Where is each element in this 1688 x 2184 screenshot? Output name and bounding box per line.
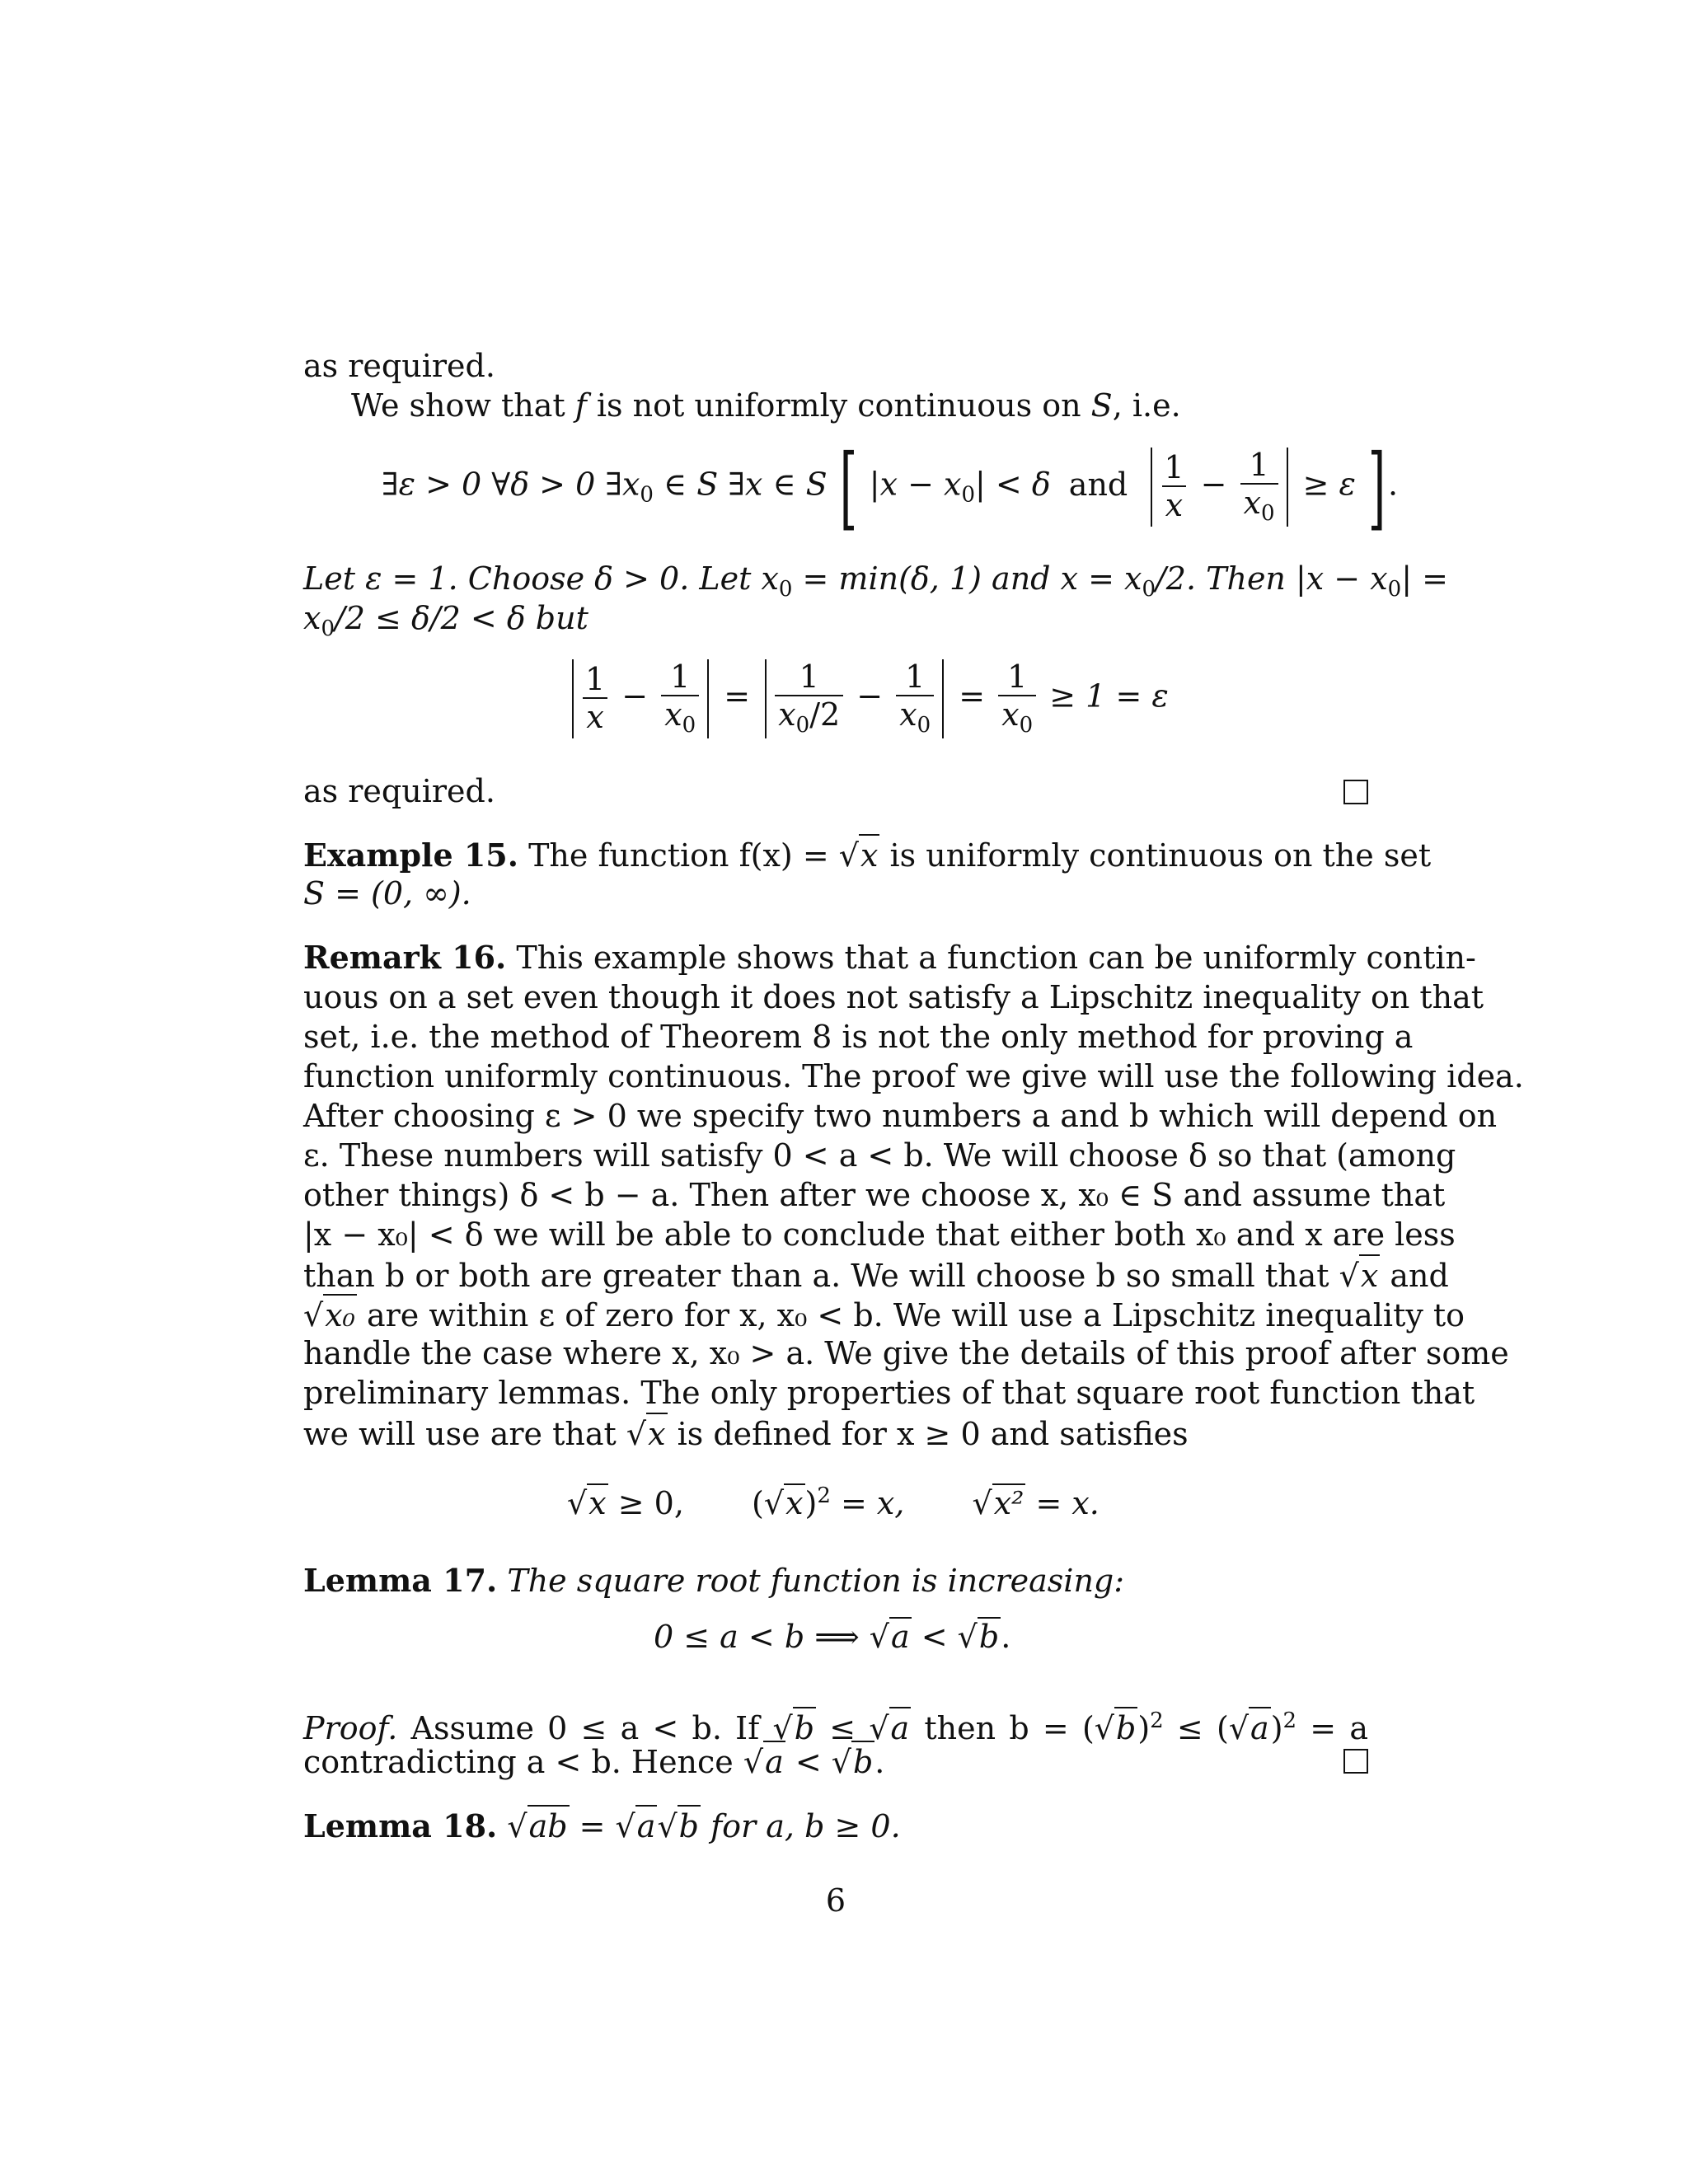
text-line: |x − x₀| < δ we will be able to conclude that either both x₀ and x are less	[303, 1216, 1456, 1253]
text-line: uous on a set even though it does not satisfy a Lipschitz inequality on that	[303, 979, 1484, 1015]
display-equation-2: $\frac{1}{x}$ − $\frac{1}{x_0}$ = $\frac{1}{x_0/2}$ − $\frac{1}{x_0}$ = $\frac{1}{x_0}$ ≥ 1 = ε	[567, 659, 1169, 738]
lemma-18: Lemma 18. √ab = √a√b for a, b ≥ 0.	[303, 1805, 1368, 1846]
lemma-17: Lemma 17. The square root function is increasing:	[303, 1562, 1125, 1599]
text-line: √x₀ are within ε of zero for x, x₀ < b. We will use a Lipschitz inequality to	[303, 1294, 1368, 1335]
text-line: as required.	[303, 348, 495, 384]
text-line: S = (0, ∞).	[303, 875, 471, 912]
display-equation-3: √x ≥ 0, $(√x)^2 = x$, √x² = x.	[567, 1483, 1100, 1521]
text-line: $x_0/2 \le \delta/2 < \delta$ but	[303, 600, 588, 641]
text-line: we will use are that √x is defined for x ≥ 0 and satisfies	[303, 1413, 1368, 1454]
qed-symbol	[1343, 1749, 1368, 1774]
page-number: 6	[825, 1882, 846, 1919]
text-line: as required.	[303, 773, 495, 809]
text-line: set, i.e. the method of Theorem 8 is not the only method for proving a	[303, 1019, 1414, 1055]
document-page	[303, 0, 1524, 2184]
text-line: ε. These numbers will satisfy 0 < a < b. We will choose δ so that (among	[303, 1137, 1456, 1174]
text-line: Let ε = 1. Choose δ > 0. Let $x_0 = \min(\delta$, 1) and $x = x_0/2$. Then $|x - x_0|$ =	[303, 560, 1448, 602]
text-line: other things) δ < b − a. Then after we choose x, x₀ ∈ S and assume that	[303, 1177, 1446, 1213]
text-line: handle the case where x, x₀ > a. We give the details of this proof after some	[303, 1335, 1509, 1371]
text-line: function uniformly continuous. The proof we give will use the following idea.	[303, 1058, 1524, 1094]
display-equation-4: 0 ≤ a < b ⟹ √a < √b.	[654, 1619, 1011, 1655]
text-line: than b or both are greater than a. We will choose b so small that √x and	[303, 1254, 1368, 1296]
text-line: We show that f is not uniformly continuous on S, i.e.	[351, 387, 1181, 424]
text-line: After choosing ε > 0 we specify two numbers a and b which will depend on	[303, 1098, 1498, 1134]
text-line: preliminary lemmas. The only properties of that square root function that	[303, 1375, 1475, 1411]
qed-symbol	[1343, 780, 1368, 804]
display-equation-1: ∃ε > 0 ∀δ > 0 $\exists x_0$ ∈ S ∃x ∈ S [ $|x - x_0| < \delta$ and $\frac{1}{x}$ − $\frac{1}{x_0}$ ≥ ε ].	[382, 434, 1399, 540]
proof: Proof. Assume 0 ≤ a < b. If √b ≤ √a then $b = (√b)^2 \le (√a)^2 = a$	[303, 1708, 1368, 1746]
example-15: Example 15. The function f(x) = √x is uniformly continuous on the set	[303, 834, 1368, 875]
text-line: contradicting a < b. Hence √a < √b.	[303, 1741, 1368, 1782]
remark-16: Remark 16. This example shows that a function can be uniformly contin-	[303, 939, 1476, 976]
